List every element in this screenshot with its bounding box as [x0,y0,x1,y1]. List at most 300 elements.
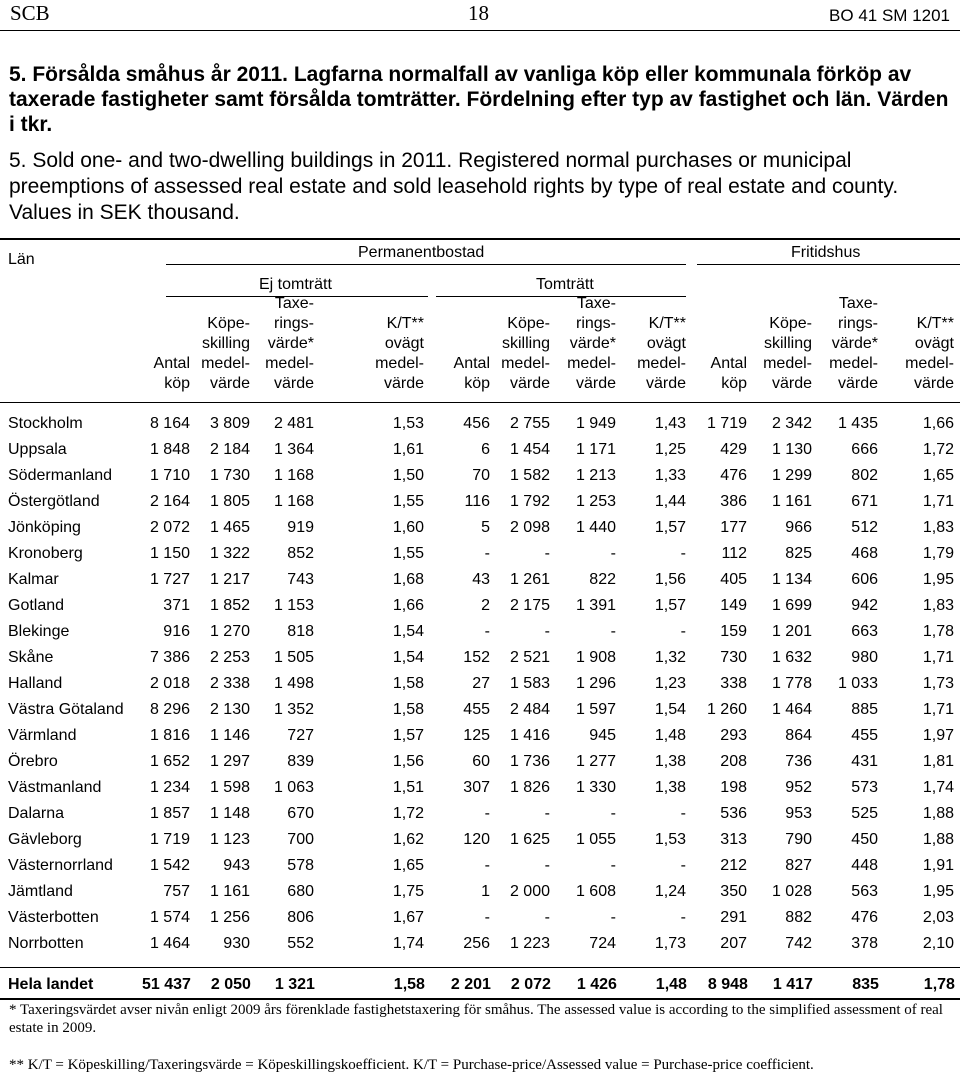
table-cell: 573 [851,779,878,796]
table-cell: 1 201 [771,623,812,640]
table-cell: 2 175 [509,597,550,614]
table-cell: 1,88 [922,805,954,822]
table-cell: 149 [720,597,747,614]
table-cell: 943 [223,857,250,874]
col-header-kopeskilling: Köpe- skilling medel- värde [501,315,550,392]
table-cell: 1 416 [509,727,550,744]
total-cell: 2 072 [510,976,551,993]
total-top-rule [0,967,960,968]
table-cell: 952 [785,779,812,796]
ej-tomtratt-header: Ej tomträtt [259,276,332,293]
footnote-kt: ** K/T = Köpeskilling/Taxeringsvärde = Köpeskillingskoefficient. K/T = Purchase-price/Assessed value = Purchase-price coefficient. [9,1057,814,1073]
table-cell: 2 338 [209,675,250,692]
table-cell: 1 297 [209,753,250,770]
table-cell: 1,54 [392,649,424,666]
table-cell: 313 [720,831,747,848]
table-cell: 1 597 [575,701,616,718]
table-cell: 1 256 [209,909,250,926]
table-cell: 1,72 [922,441,954,458]
table-cell: 455 [463,701,490,718]
table-cell: - [610,545,616,562]
table-cell: 1 465 [209,519,250,536]
table-bottom-rule [0,998,960,1000]
col-header-taxeringsvarde: Taxe- rings- värde* medel- värde [265,295,314,392]
lan-header: Län [8,251,35,268]
table-cell: 1 454 [509,441,550,458]
total-cell: 51 437 [142,976,191,993]
table-cell: - [610,805,616,822]
total-cell: 1,48 [655,976,687,993]
table-cell: 476 [720,467,747,484]
table-cell: 1,66 [922,415,954,432]
table-cell: 1,95 [922,571,954,588]
table-row [0,801,954,827]
total-label: Hela landet [8,976,94,993]
fritidshus-rule [697,264,960,265]
table-cell: 177 [720,519,747,536]
table-cell: 1,33 [654,467,686,484]
table-cell: 1 699 [771,597,812,614]
table-cell: 1,91 [922,857,954,874]
table-row [0,593,954,619]
table-cell: 1,97 [922,727,954,744]
total-cell: 1,78 [923,976,955,993]
table-cell: 1,73 [922,675,954,692]
table-cell: 1 171 [575,441,616,458]
table-cell: 1,56 [654,571,686,588]
col-header-antal: Antal köp [453,355,490,392]
table-cell: 1 364 [273,441,314,458]
table-cell: 2 253 [209,649,250,666]
table-cell: 456 [463,415,490,432]
county-name: Västernorrland [8,857,113,874]
table-cell: 371 [163,597,190,614]
county-name: Dalarna [8,805,65,822]
table-cell: - [680,545,686,562]
table-cell: 724 [589,935,616,952]
table-cell: 825 [785,545,812,562]
table-cell: - [610,623,616,640]
table-cell: 1,74 [392,935,424,952]
table-row [0,879,954,905]
table-cell: 1,32 [654,649,686,666]
data-table [0,411,954,957]
table-cell: 7 386 [149,649,190,666]
county-name: Stockholm [8,415,83,432]
header-bottom-rule [0,402,960,403]
table-cell: 1,54 [654,701,686,718]
table-cell: 1,66 [392,597,424,614]
table-cell: 852 [287,545,314,562]
table-cell: 1 299 [771,467,812,484]
table-cell: 2 484 [509,701,550,718]
table-cell: 563 [851,883,878,900]
table-cell: 1 391 [575,597,616,614]
table-cell: - [484,545,490,562]
table-cell: 1 217 [209,571,250,588]
table-cell: 1,38 [654,779,686,796]
table-cell: 1,55 [392,545,424,562]
permanentbostad-header: Permanentbostad [358,244,485,261]
total-cell: 8 948 [707,976,748,993]
table-cell: 827 [785,857,812,874]
table-cell: 1,24 [654,883,686,900]
table-row [0,619,954,645]
county-name: Gävleborg [8,831,82,848]
table-cell: 536 [720,805,747,822]
table-cell: 1,65 [922,467,954,484]
table-cell: 378 [851,935,878,952]
table-row [0,827,954,853]
table-row [0,775,954,801]
county-name: Norrbotten [8,935,84,952]
table-cell: 1 253 [575,493,616,510]
table-cell: 1 719 [706,415,747,432]
table-cell: 1 778 [771,675,812,692]
table-cell: 1 826 [509,779,550,796]
table-cell: 663 [851,623,878,640]
table-cell: 1 625 [509,831,550,848]
table-cell: 1 730 [209,467,250,484]
total-table [0,972,955,998]
total-cell: 835 [852,976,879,993]
table-cell: - [680,623,686,640]
table-row [0,515,954,541]
table-cell: - [544,805,550,822]
table-cell: 730 [720,649,747,666]
table-cell: 1 440 [575,519,616,536]
table-cell: 2 018 [149,675,190,692]
total-cell: 1 417 [772,976,813,993]
table-row [0,489,954,515]
table-cell: 1 464 [149,935,190,952]
table-cell: 2 342 [771,415,812,432]
table-cell: 790 [785,831,812,848]
table-cell: 1,25 [654,441,686,458]
table-cell: 806 [287,909,314,926]
table-cell: 1 908 [575,649,616,666]
table-cell: 1 161 [771,493,812,510]
table-cell: 125 [463,727,490,744]
table-row [0,905,954,931]
table-cell: 8 164 [149,415,190,432]
table-cell: 578 [287,857,314,874]
table-cell: 1,58 [392,701,424,718]
table-cell: 1,83 [922,597,954,614]
table-cell: 468 [851,545,878,562]
table-cell: 1 123 [209,831,250,848]
table-cell: 680 [287,883,314,900]
total-cell: 2 201 [450,976,491,993]
table-cell: 1 582 [509,467,550,484]
county-name: Västra Götaland [8,701,124,718]
table-cell: 5 [481,519,490,536]
table-cell: 966 [785,519,812,536]
table-cell: 1,61 [392,441,424,458]
table-cell: 386 [720,493,747,510]
table-cell: 552 [287,935,314,952]
table-cell: 1 063 [273,779,314,796]
table-cell: 864 [785,727,812,744]
table-cell: 2,10 [922,935,954,952]
table-cell: 822 [589,571,616,588]
table-cell: 1 330 [575,779,616,796]
table-cell: 1 848 [149,441,190,458]
table-cell: 2,03 [922,909,954,926]
col-header-kt: K/T** ovägt medel- värde [375,315,424,392]
footnote-assessment: * Taxeringsvärdet avser nivån enligt 2009 års förenklade fastighetstaxering för småhus. The assessed value is according to the simplified assessment of real estate in 2009. [9,1002,943,1036]
table-cell: 1 435 [837,415,878,432]
table-cell: 727 [287,727,314,744]
table-cell: - [680,805,686,822]
county-name: Kalmar [8,571,59,588]
table-row [0,697,954,723]
permanentbostad-rule [166,264,686,265]
fritidshus-header: Fritidshus [791,244,861,261]
table-cell: 818 [287,623,314,640]
county-name: Kronoberg [8,545,83,562]
table-cell: 757 [163,883,190,900]
col-header-antal: Antal köp [153,355,190,392]
table-cell: 942 [851,597,878,614]
table-cell: 1,68 [392,571,424,588]
county-name: Jönköping [8,519,81,536]
col-header-antal: Antal köp [710,355,747,392]
table-row [0,645,954,671]
publisher-label: SCB [10,1,50,25]
table-cell: 1,72 [392,805,424,822]
table-cell: 1,58 [392,675,424,692]
table-cell: 742 [785,935,812,952]
table-cell: - [544,623,550,640]
table-cell: 1,60 [392,519,424,536]
table-cell: 1 574 [149,909,190,926]
table-cell: 1 055 [575,831,616,848]
table-cell: 1 805 [209,493,250,510]
table-cell: 700 [287,831,314,848]
table-cell: 1 148 [209,805,250,822]
table-cell: 1 261 [509,571,550,588]
col-header-kt: K/T** ovägt medel- värde [905,315,954,392]
table-cell: 953 [785,805,812,822]
table-row [0,541,954,567]
table-cell: 743 [287,571,314,588]
table-cell: 1,71 [922,493,954,510]
total-cell: 1 426 [576,976,617,993]
col-header-kopeskilling: Köpe- skilling medel- värde [201,315,250,392]
table-cell: 736 [785,753,812,770]
table-cell: 930 [223,935,250,952]
table-cell: 1,57 [392,727,424,744]
table-cell: 1,57 [654,597,686,614]
total-cell: 2 050 [210,976,251,993]
table-cell: 350 [720,883,747,900]
total-cell: 1,58 [393,976,425,993]
table-cell: 916 [163,623,190,640]
table-cell: 405 [720,571,747,588]
table-cell: 1 352 [273,701,314,718]
table-cell: 448 [851,857,878,874]
table-row [0,931,954,957]
title-english: 5. Sold one- and two-dwelling buildings in 2011. Registered normal purchases or municipal preemptions of assessed real estate and sold leasehold rights by type of real estate and county. Values in SEK thousand. [9,149,899,224]
table-cell: 1,43 [654,415,686,432]
table-cell: 1,48 [654,727,686,744]
table-cell: 208 [720,753,747,770]
table-cell: 2 755 [509,415,550,432]
total-row [0,972,955,998]
table-cell: 476 [851,909,878,926]
county-name: Uppsala [8,441,67,458]
table-cell: 839 [287,753,314,770]
table-cell: 450 [851,831,878,848]
county-name: Värmland [8,727,77,744]
county-name: Örebro [8,753,58,770]
table-cell: 212 [720,857,747,874]
table-cell: - [544,909,550,926]
table-cell: 1,54 [392,623,424,640]
table-cell: 2 [481,597,490,614]
table-cell: 1,57 [654,519,686,536]
col-header-kt: K/T** ovägt medel- värde [637,315,686,392]
col-header-taxeringsvarde: Taxe- rings- värde* medel- värde [567,295,616,392]
table-row [0,671,954,697]
table-cell: 2 130 [209,701,250,718]
table-cell: - [484,623,490,640]
table-cell: 2 184 [209,441,250,458]
table-row [0,749,954,775]
table-cell: 512 [851,519,878,536]
table-top-rule [0,238,960,240]
table-cell: 112 [721,545,747,562]
table-cell: - [544,545,550,562]
table-cell: 1 857 [149,805,190,822]
county-name: Blekinge [8,623,70,640]
table-cell: 919 [287,519,314,536]
table-row [0,463,954,489]
table-cell: 120 [463,831,490,848]
table-cell: 338 [720,675,747,692]
table-cell: 1 150 [149,545,190,562]
table-cell: 1 153 [273,597,314,614]
table-cell: 1,55 [392,493,424,510]
table-cell: 1,71 [922,701,954,718]
table-cell: 1 213 [575,467,616,484]
table-cell: 1 710 [149,467,190,484]
table-cell: 1,81 [922,753,954,770]
table-cell: 27 [472,675,490,692]
table-cell: 2 481 [273,415,314,432]
table-cell: 431 [851,753,878,770]
table-cell: 1,50 [392,467,424,484]
table-cell: 2 072 [149,519,190,536]
table-cell: - [484,857,490,874]
table-cell: 152 [463,649,490,666]
table-row [0,853,954,879]
table-cell: 1,53 [654,831,686,848]
table-cell: 1 632 [771,649,812,666]
table-cell: 1 816 [149,727,190,744]
table-cell: 945 [589,727,616,744]
total-cell: 1 321 [274,976,315,993]
county-name: Västerbotten [8,909,99,926]
table-cell: 256 [463,935,490,952]
table-cell: 2 521 [509,649,550,666]
page-header [0,0,960,31]
table-cell: 1 168 [273,467,314,484]
table-cell: - [484,909,490,926]
table-cell: - [610,857,616,874]
table-cell: 671 [851,493,878,510]
col-header-taxeringsvarde: Taxe- rings- värde* medel- värde [829,295,878,392]
table-cell: 1 260 [706,701,747,718]
table-cell: 1 464 [771,701,812,718]
table-cell: 1 028 [771,883,812,900]
table-cell: 1,51 [392,779,424,796]
table-cell: 2 098 [509,519,550,536]
table-cell: 1,95 [922,883,954,900]
table-cell: - [610,909,616,926]
table-cell: 1 234 [149,779,190,796]
table-cell: 1 542 [149,857,190,874]
table-cell: 1,73 [654,935,686,952]
table-cell: 1 130 [771,441,812,458]
table-cell: 1 498 [273,675,314,692]
county-name: Skåne [8,649,54,666]
table-cell: 885 [851,701,878,718]
table-cell: 70 [472,467,490,484]
county-name: Västmanland [8,779,102,796]
table-cell: 882 [785,909,812,926]
table-row [0,567,954,593]
table-cell: 1 322 [209,545,250,562]
tomtratt-header: Tomträtt [536,276,594,293]
table-cell: 1,79 [922,545,954,562]
table-cell: 1,71 [922,649,954,666]
county-name: Södermanland [8,467,113,484]
table-cell: 1 033 [837,675,878,692]
title-swedish: 5. Försålda småhus år 2011. Lagfarna normalfall av vanliga köp eller kommunala förköp av taxerade fastigheter samt försålda tomträtter. Fördelning efter typ av fastighet och län. Värden i tkr. [9,63,949,136]
table-cell: 1,88 [922,831,954,848]
table-cell: 8 296 [149,701,190,718]
table-cell: 1 277 [575,753,616,770]
table-cell: 293 [720,727,747,744]
table-cell: 670 [287,805,314,822]
table-cell: 1 852 [209,597,250,614]
county-name: Halland [8,675,63,692]
table-cell: 291 [720,909,747,926]
table-cell: 1,83 [922,519,954,536]
table-cell: 1 792 [509,493,550,510]
table-cell: 802 [851,467,878,484]
table-cell: 1,62 [392,831,424,848]
table-cell: 1,67 [392,909,424,926]
table-cell: 1 270 [209,623,250,640]
table-cell: 116 [464,493,490,510]
county-name: Jämtland [8,883,73,900]
table-cell: 1 168 [273,493,314,510]
table-cell: 1 608 [575,883,616,900]
table-cell: 1 296 [575,675,616,692]
report-id: BO 41 SM 1201 [829,6,950,25]
page-number: 18 [468,1,489,25]
table-cell: 1,78 [922,623,954,640]
table-cell: 525 [851,805,878,822]
table-cell: - [484,805,490,822]
table-cell: 1 736 [509,753,550,770]
table-cell: 198 [720,779,747,796]
table-cell: 1 223 [509,935,550,952]
table-cell: 1,75 [392,883,424,900]
